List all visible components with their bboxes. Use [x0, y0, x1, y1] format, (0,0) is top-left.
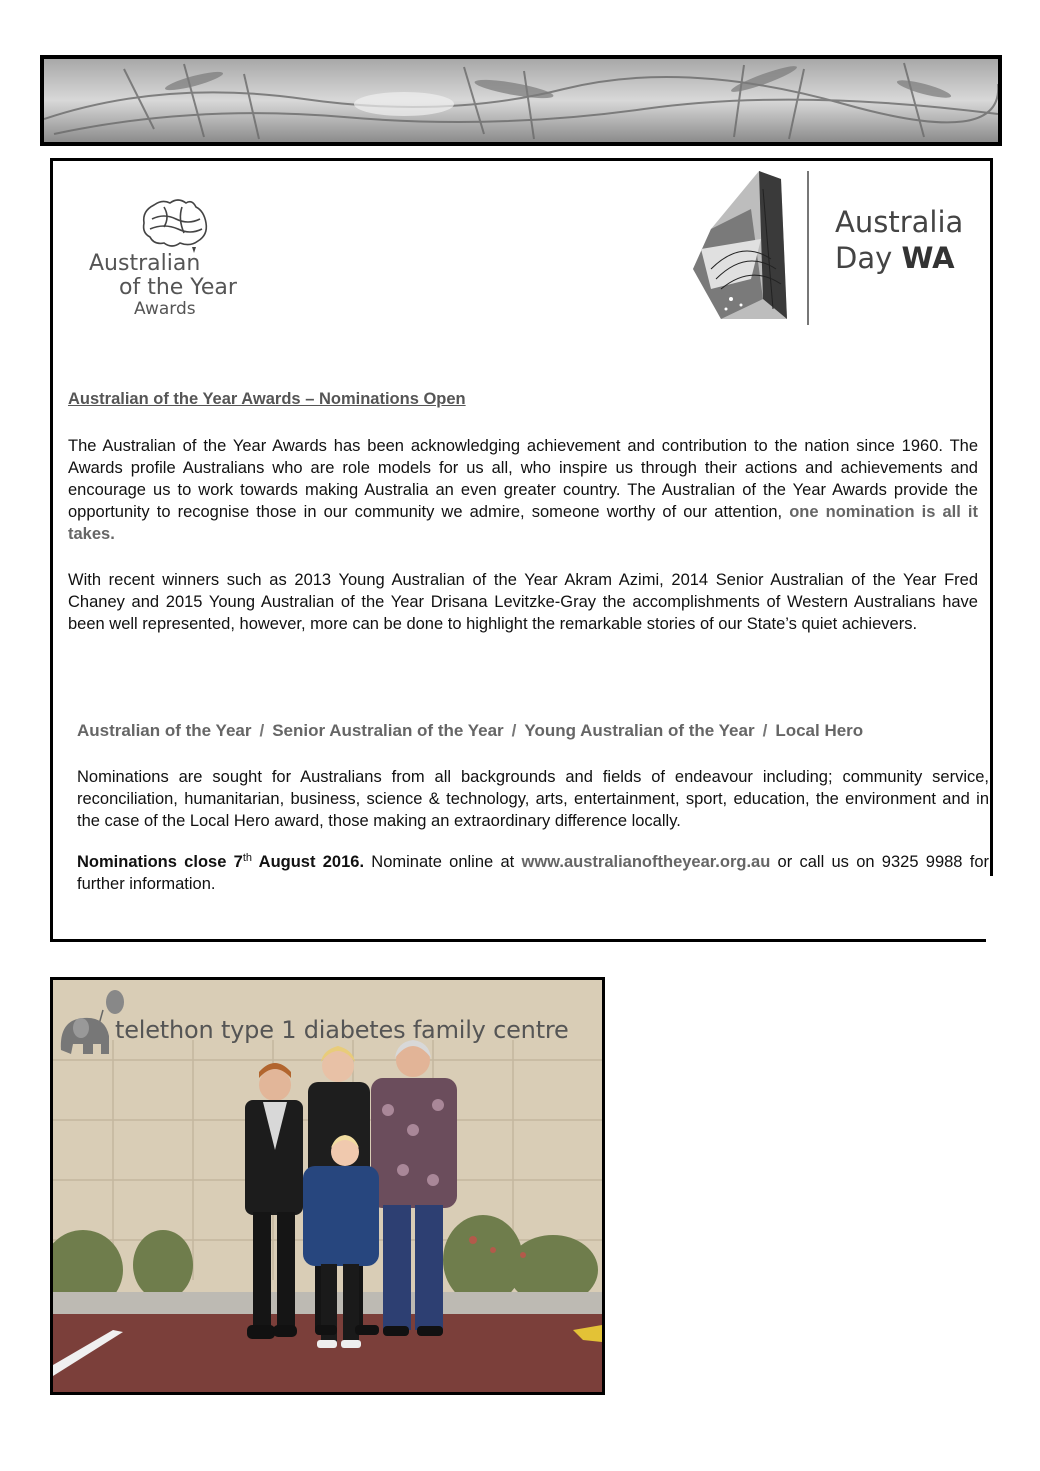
category-separator: / [259, 721, 265, 740]
header-banner [40, 55, 1002, 146]
australia-day-wa-logo [691, 169, 986, 329]
logo-day-wa-text [835, 241, 955, 275]
australia-map-icon [134, 193, 214, 253]
close-date-sup: th [242, 852, 252, 864]
wheat-field-banner-icon [44, 59, 998, 142]
category-senior-australian: Senior Australian of the Year [272, 721, 504, 740]
category-young-australian: Young Australian of the Year [524, 721, 755, 740]
logo-day-text: Day [835, 241, 902, 275]
category-separator: / [511, 721, 517, 740]
logo-line-3: Awards [134, 299, 196, 319]
category-australian-of-the-year: Australian of the Year [77, 721, 252, 740]
logo-line-1: Australian [89, 251, 201, 276]
intro-text: The Australian of the Year Awards has been acknowledging achievement and contribution to the nation since 1960. The Awards profile Australians who are role models for us all, who inspire us through their actions and achievements and encourage us to work towards making Australia an even greater country. The Australian of the Year Awards provide the opportunity to recognise those in our community we admire, someone worthy of our attention, [68, 437, 978, 521]
close-date-b: August 2016. [252, 853, 365, 871]
award-categories [77, 721, 863, 741]
fan-artwork-icon [691, 169, 803, 329]
awards-flyer [50, 158, 993, 942]
australian-of-the-year-logo [89, 189, 259, 329]
logo-divider [807, 171, 809, 325]
intro-paragraph [68, 435, 978, 545]
intro-highlight: one nomination is all it takes. [68, 503, 978, 543]
logo-wa-text: WA [901, 241, 955, 275]
nominations-paragraph: Nominations are sought for Australians from all backgrounds and fields of endeavour including; community service, reconciliation, humanitarian, business, science & technology, arts, entertainment, sport, education, the environment and in the case of the Local Hero award, those making an extraordinary difference locally. [77, 768, 989, 830]
logo-australia-text: Australia [835, 205, 964, 239]
close-date-a: Nominations close 7 [77, 853, 243, 871]
closing-paragraph [77, 851, 989, 895]
sign-text: telethon type 1 diabetes family centre [115, 1016, 569, 1044]
close-text-b: or call us on 9325 9988 for further information. [77, 853, 989, 893]
winners-paragraph: With recent winners such as 2013 Young Australian of the Year Akram Azimi, 2014 Senior Australian of the Year Fred Chaney and 2015 Young Australian of the Year Drisana Levitzke-Gray the accomplishments of Western Australians have been well represented, however, more can be done to highlight the remarkable stories of our State’s quiet achievers. [68, 571, 978, 633]
logo-line-2: of the Year [119, 275, 237, 300]
close-text-a: Nominate online at [364, 853, 522, 871]
category-local-hero: Local Hero [775, 721, 864, 740]
border-gap [986, 876, 996, 1056]
family-photo [50, 977, 605, 1395]
flyer-heading: Australian of the Year Awards – Nominations Open [68, 390, 466, 408]
category-separator: / [762, 721, 768, 740]
website-link[interactable]: www.australianoftheyear.org.au [521, 853, 771, 871]
